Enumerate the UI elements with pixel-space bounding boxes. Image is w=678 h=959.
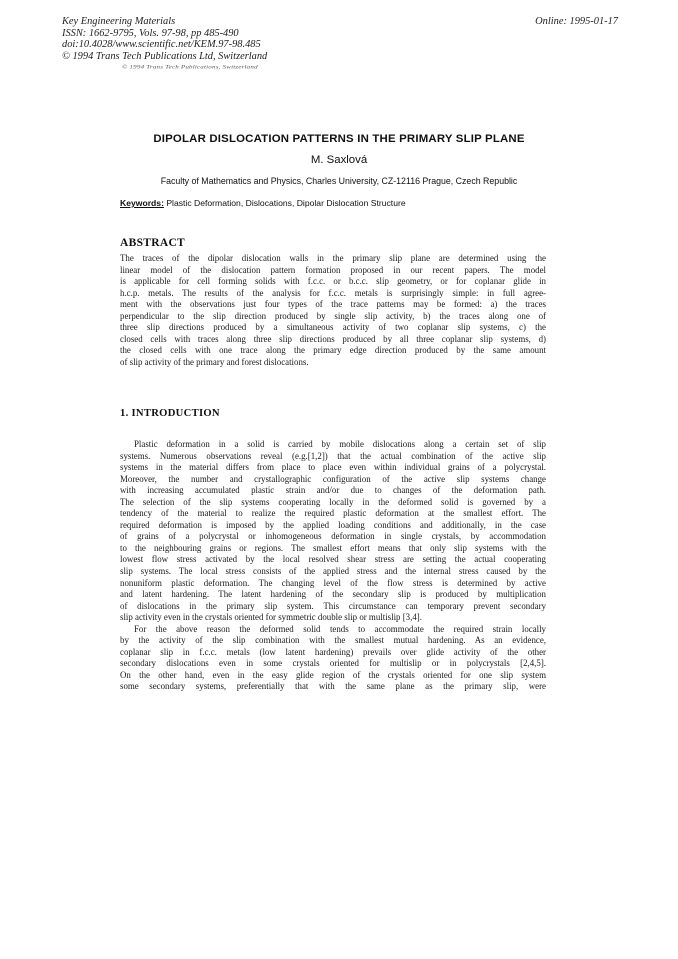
- text-line: some secondary systems, preferentially that with the same plane as the primary slip, were: [120, 681, 546, 692]
- text-line: secondary dislocations even in some crystals oriented for multislip or in polycrystals [2,4,5].: [120, 658, 546, 669]
- copyright-line: © 1994 Trans Tech Publications Ltd, Switzerland: [62, 50, 268, 62]
- paper-author: M. Saxlová: [310, 154, 368, 166]
- online-date: Online: 1995-01-17: [535, 16, 618, 27]
- text-line: Plastic deformation in a solid is carried by mobile dislocations along a certain set of slip: [134, 439, 546, 449]
- text-line: systems in the material differs from place to place even within individual grains of a polycrystal.: [120, 462, 546, 473]
- paper-title: DIPOLAR DISLOCATION PATTERNS IN THE PRIMARY SLIP PLANE: [153, 133, 525, 145]
- text-line: of grains of a polycrystal or inhomogeneous deformation in single crystals, by accommodation: [120, 531, 546, 542]
- author-affiliation: Faculty of Mathematics and Physics, Charles University, CZ-12116 Prague, Czech Republic: [160, 176, 518, 186]
- text-line: tendency of the material to realize the required plastic deformation at the smallest effort. The: [120, 508, 546, 519]
- text-line: of slip activity of the primary and forest dislocations.: [120, 356, 309, 367]
- text-line: perpendicular to the slip direction produced by single slip activity, b) the traces along one of: [120, 310, 546, 321]
- doi-line: doi:10.4028/www.scientific.net/KEM.97-98.485: [62, 39, 261, 51]
- text-line: linear model of the dislocation pattern formation proposed in our recent papers. The model: [120, 264, 546, 275]
- keywords: [120, 198, 406, 208]
- text-line: by the activity of the slip combination with the smallest mutual hardening. As an evidence,: [120, 635, 546, 646]
- text-line: h.c.p. metals. The results of the analysis for f.c.c. metals is surprisingly simple: in full agree-: [120, 287, 546, 298]
- abstract-heading: ABSTRACT: [120, 237, 186, 249]
- text-line: is applicable for cell forming solids with f.c.c. or b.c.c. slip geometry, or for coplanar glide in: [120, 276, 546, 287]
- text-line: nonuniform plastic deformation. The changing level of the flow stress is determined by active: [120, 577, 546, 588]
- text-line: with increasing accumulated plastic strain and/or due to changes of the deformation path.: [120, 485, 546, 496]
- text-line: the closed cells with one trace along the primary edge direction produced by the same amount: [120, 345, 546, 356]
- text-line: of dislocations in the primary slip system. This circumstance can temporary prevent secondary: [120, 600, 546, 611]
- journal-name: Key Engineering Materials: [62, 16, 176, 27]
- issn-line: ISSN: 1662-9795, Vols. 97-98, pp 485-490: [62, 27, 239, 39]
- abstract-body: [120, 253, 546, 368]
- text-line: ment with the observations just four types of the trace patterns may be formed: a) the traces: [120, 299, 546, 310]
- text-line: and latent hardening. The latent hardening of the secondary slip is produced by multiplication: [120, 589, 546, 600]
- text-line: On the other hand, even in the easy glide region of the crystals oriented for one slip system: [120, 669, 546, 680]
- text-line: systems. Numerous observations reveal (e.g.[1,2]) that the actual combination of the active slip: [120, 450, 546, 461]
- journal-header: [62, 16, 618, 62]
- text-line: slip systems. The local stress consists of the applied stress and the internal stress caused by the: [120, 566, 546, 577]
- text-line: required deformation is imposed by the applied loading conditions and additionally, in the case: [120, 519, 546, 530]
- introduction-body: [120, 439, 546, 693]
- text-line: Moreover, the number and crystallographic configuration of the active slip systems change: [120, 473, 546, 484]
- text-line: three slip directions produced by a simultaneous activity of two coplanar slip systems, c) the: [120, 322, 546, 333]
- text-line: The traces of the dipolar dislocation walls in the primary slip plane are determined using the: [120, 253, 546, 263]
- introduction-heading: 1. INTRODUCTION: [120, 408, 220, 419]
- text-line: coplanar slip in f.c.c. metals (low latent hardening) prevails over glide activity of the other: [120, 646, 546, 657]
- text-line: to the neighbouring grains or regions. The smallest effort means that only slip systems with the: [120, 542, 546, 553]
- text-line: The selection of the slip systems cooperating locally in the deformed solid is governed by a: [120, 496, 546, 507]
- keywords-label: Keywords:: [120, 198, 164, 208]
- text-line: closed cells with traces along three slip directions produced by all three coplanar slip systems, d): [120, 333, 546, 344]
- faded-copyright: © 1994 Trans Tech Publications, Switzerland: [122, 63, 258, 71]
- text-line: lowest flow stress activated by the local resolved shear stress are setting the actual cooperating: [120, 554, 546, 565]
- text-line: slip activity even in the crystals oriented for symmetric double slip or multislip [3,4].: [120, 612, 422, 623]
- keywords-text: Plastic Deformation, Dislocations, Dipolar Dislocation Structure: [166, 198, 406, 208]
- text-line: For the above reason the deformed solid tends to accommodate the required strain locally: [134, 623, 546, 634]
